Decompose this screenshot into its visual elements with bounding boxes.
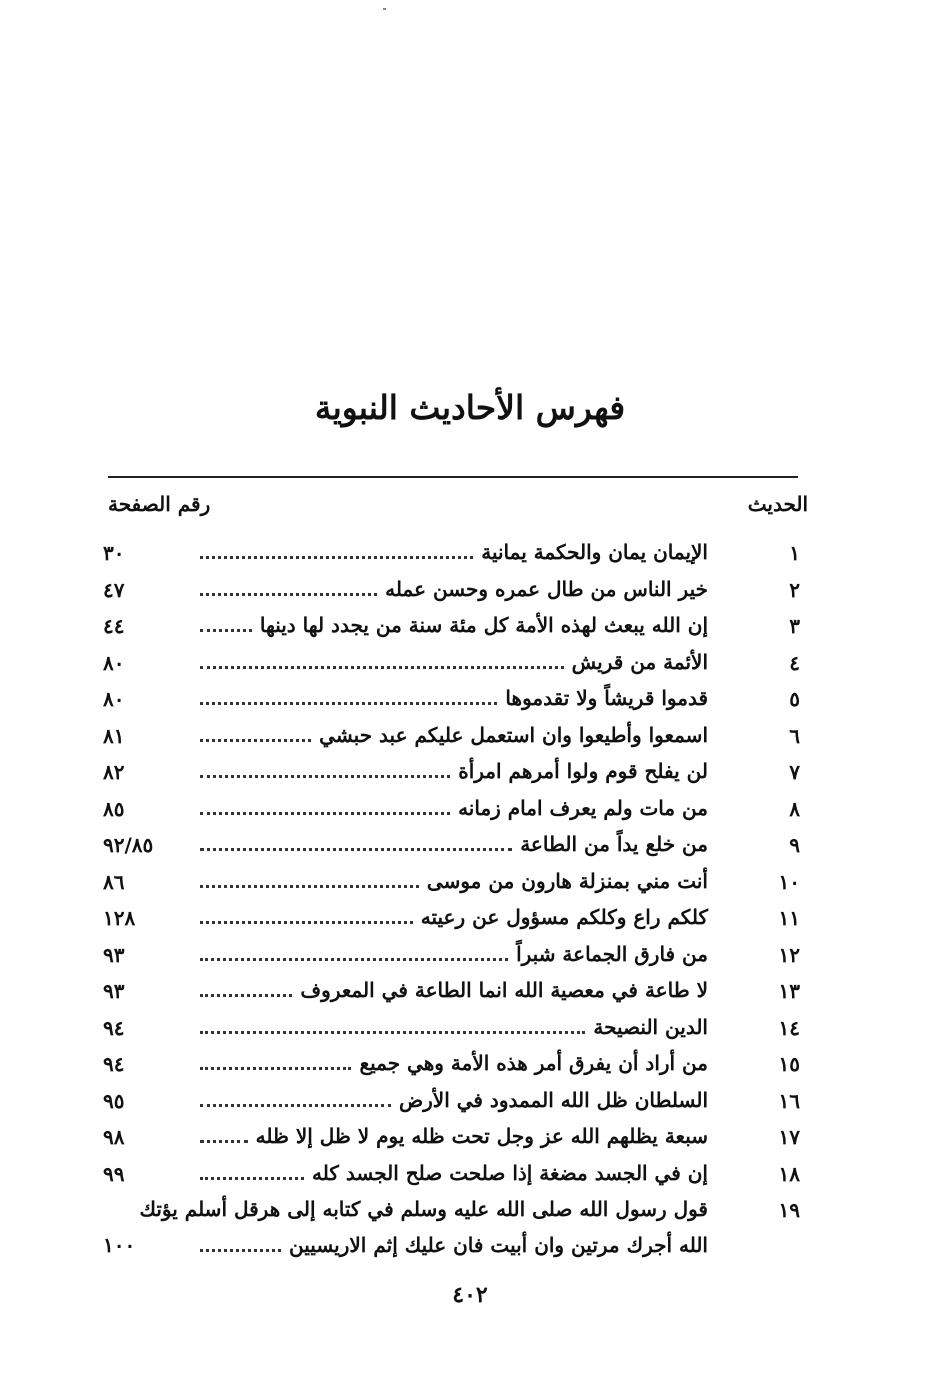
entry-page: ٨٥ — [103, 796, 125, 821]
entry-number: ٦ — [789, 723, 800, 748]
entry-text: من أراد أن يفرق أمر هذه الأمة وهي جميع — [359, 1051, 708, 1075]
entry-number: ٥ — [789, 687, 800, 711]
entry-page: ١٠٠ — [103, 1233, 136, 1257]
index-entry — [0, 938, 940, 975]
page-title: فهرس الأحاديث النبوية — [314, 388, 626, 427]
dot-leader — [200, 739, 311, 742]
entry-text: الدين النصيحة — [593, 1014, 708, 1039]
index-entry — [0, 1011, 940, 1048]
entry-page: ٩٤ — [103, 1015, 125, 1040]
dot-leader — [200, 958, 508, 961]
entry-text: قدموا قريشاً ولا تقدموها — [505, 686, 708, 710]
entry-line — [200, 796, 708, 820]
dot-leader — [200, 812, 450, 815]
entry-page: ٣٠ — [103, 541, 125, 565]
dot-leader — [200, 1067, 351, 1070]
entry-line — [200, 1051, 708, 1075]
entry-text: السلطان ظل الله الممدود في الأرض — [398, 1087, 708, 1112]
dot-leader — [200, 921, 413, 924]
entry-number: ١٨ — [778, 1161, 800, 1186]
entry-number: ٤ — [789, 650, 800, 675]
entry-text: اسمعوا وأطيعوا وان استعمل عليكم عبد حبشي — [319, 722, 708, 747]
entry-page: ٨٦ — [103, 869, 125, 894]
entry-line — [200, 905, 708, 929]
entry-number: ١٠ — [778, 869, 800, 894]
entry-number: ١١ — [778, 906, 800, 930]
dot-leader — [200, 1031, 585, 1034]
entry-number: ١٦ — [778, 1088, 800, 1113]
entry-page: ٤٤ — [103, 614, 125, 638]
entry-number: ١٢ — [778, 942, 800, 967]
index-entry — [0, 1084, 940, 1121]
index-entry — [0, 1157, 940, 1194]
dot-leader — [200, 1104, 391, 1107]
index-entry — [0, 682, 940, 719]
entry-number: ١٣ — [778, 979, 800, 1003]
entry-page: ٤٧ — [103, 577, 125, 602]
index-entry — [0, 974, 940, 1011]
entry-page: ١٢٨ — [103, 906, 136, 930]
entry-text: من مات ولم يعرف امام زمانه — [458, 795, 708, 820]
index-entry — [0, 536, 940, 573]
entry-text: خير الناس من طال عمره وحسن عمله — [385, 576, 708, 601]
entry-text: من فارق الجماعة شبراً — [516, 941, 708, 966]
index-entry — [0, 1047, 940, 1084]
entry-text-line1: قول رسول الله صلى الله عليه وسلم في كتابه إلى هرقل أسلم يؤتك — [139, 1197, 708, 1221]
entry-line — [200, 1233, 708, 1257]
entry-number: ١٤ — [778, 1015, 800, 1040]
index-entry — [0, 719, 940, 756]
entry-line — [200, 1124, 708, 1148]
dot-leader — [200, 1177, 304, 1180]
entry-page: ٨٢ — [103, 760, 125, 784]
index-entry — [0, 828, 940, 865]
entry-text: لن يفلح قوم ولوا أمرهم امرأة — [458, 759, 708, 783]
entry-line — [200, 1015, 708, 1039]
entry-line — [200, 869, 708, 893]
dot-leader — [200, 994, 292, 997]
entry-number: ١٩ — [778, 1198, 800, 1222]
index-entry — [0, 865, 940, 902]
index-entry — [0, 573, 940, 610]
index-entries — [0, 536, 940, 1273]
entry-text: لا طاعة في معصية الله انما الطاعة في المعروف — [300, 978, 708, 1002]
entry-line — [200, 613, 708, 637]
column-header-page: رقم الصفحة — [108, 492, 211, 516]
dot-leader — [200, 629, 252, 632]
entry-line — [200, 723, 708, 747]
entry-text: أنت مني بمنزلة هارون من موسى — [426, 868, 708, 893]
entry-page: ٨١ — [103, 723, 125, 748]
index-entry — [0, 646, 940, 683]
entry-number: ٨ — [789, 796, 800, 821]
column-header-hadith: الحديث — [747, 492, 808, 516]
entry-line — [200, 650, 708, 674]
dot-leader — [200, 885, 419, 888]
entry-page: ٨٠ — [103, 687, 125, 711]
entry-text: سبعة يظلهم الله عز وجل تحت ظله يوم لا ظل إلا ظله — [255, 1124, 708, 1148]
dot-leader — [200, 593, 377, 596]
index-entry — [0, 1120, 940, 1157]
header-rule — [108, 476, 798, 478]
dot-leader — [200, 775, 450, 778]
entry-number: ٢ — [789, 577, 800, 602]
entry-line — [200, 1161, 708, 1185]
dot-leader — [200, 848, 512, 851]
entry-page: ٨٠ — [103, 650, 125, 675]
entry-text: من خلع يداً من الطاعة — [520, 832, 708, 856]
entry-number: ٧ — [789, 760, 800, 784]
index-entry — [0, 901, 940, 938]
dot-leader — [200, 1249, 281, 1252]
dot-leader — [200, 666, 564, 669]
index-entry — [0, 755, 940, 792]
entry-line — [139, 1197, 708, 1221]
entry-line — [200, 577, 708, 601]
entry-page: ٩٣ — [103, 979, 125, 1003]
entry-line — [200, 540, 708, 564]
entry-number: ١٥ — [778, 1052, 800, 1076]
entry-text: الإيمان يمان والحكمة يمانية — [481, 540, 708, 564]
index-entry — [0, 792, 940, 829]
entry-line — [200, 942, 708, 966]
entry-line — [200, 686, 708, 710]
entry-page: ٩٤ — [103, 1052, 125, 1076]
entry-number: ١٧ — [778, 1125, 800, 1149]
dot-leader — [200, 556, 473, 559]
entry-number: ٣ — [789, 614, 800, 638]
entry-text: الأئمة من قريش — [571, 649, 708, 674]
entry-number: ٩ — [789, 833, 800, 857]
entry-text-line2: الله أجرك مرتين وان أبيت فان عليك إثم الاريسيين — [289, 1233, 708, 1257]
entry-text: إن الله يبعث لهذه الأمة كل مئة سنة من يجدد لها دينها — [259, 613, 708, 637]
entry-line — [200, 978, 708, 1002]
entry-text: كلكم راع وكلكم مسؤول عن رعيته — [420, 905, 708, 929]
entry-page: ٩٩ — [103, 1161, 125, 1186]
entry-number: ١ — [789, 541, 800, 565]
entry-line — [200, 759, 708, 783]
index-entry — [0, 609, 940, 646]
page-number: ٤٠٢ — [452, 1282, 488, 1308]
index-entry-multiline — [0, 1193, 940, 1273]
entry-page: ٩٥ — [103, 1088, 125, 1113]
entry-page: ٩٢/٨٥ — [103, 833, 154, 857]
entry-line — [200, 832, 708, 856]
entry-page: ٩٨ — [103, 1125, 125, 1149]
entry-text: إن في الجسد مضغة إذا صلحت صلح الجسد كله — [312, 1160, 708, 1185]
entry-page: ٩٣ — [103, 942, 125, 967]
entry-line — [200, 1088, 708, 1112]
dot-leader — [200, 702, 497, 705]
dot-leader — [200, 1140, 248, 1143]
scan-speck — [383, 8, 386, 10]
